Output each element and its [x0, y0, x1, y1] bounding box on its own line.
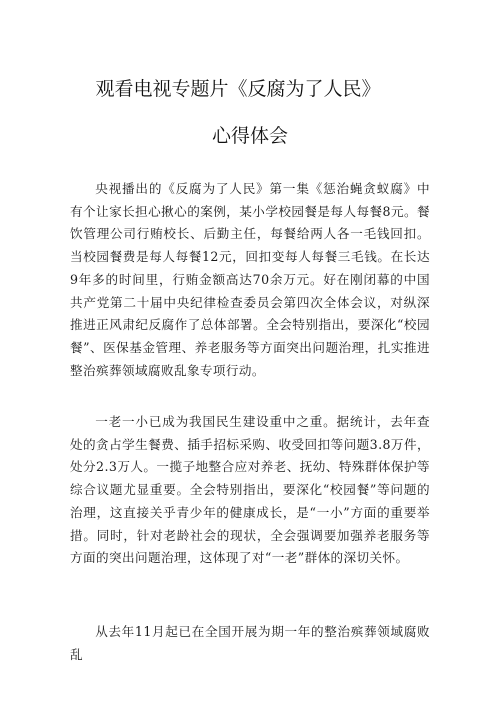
paragraph-3: 从去年11月起已在全国开展为期一年的整治殡葬领域腐败乱	[70, 624, 430, 662]
paragraph-1: 央视播出的《反腐为了人民》第一集《惩治蝇贪蚁腐》中有个让家长担心揪心的案例，某小学校园餐是每人每餐8元。餐饮管理公司行贿校长、后勤主任，每餐给两人各一毛钱回扣。当校园餐费是每人每餐12元，回扣变每人每餐三毛钱。在长达9年多的时间里，行贿金额高达70余万元。好在刚闭幕的中国共产党第二十届中央纪律检查委员会第四次全体会议，对纵深推进正风肃纪反腐作了总体部署。全会特别指出，要深化“校园餐”、医保基金管理、养老服务等方面突出问题治理，扎实推进整治殡葬领域腐败乱象专项行动。	[70, 181, 430, 378]
paragraph-2: 一老一小已成为我国民生建设重中之重。据统计，去年查处的贪占学生餐费、插手招标采购、收受回扣等问题3.8万件，处分2.3万人。一揽子地整合应对养老、抚幼、特殊群体保护等综合议题尤显重要。全会特别指出，要深化“校园餐”等问题的治理，这直接关乎青少年的健康成长，是“一小”方面的重要举措。同时，针对老龄社会的现状，全会强调要加强养老服务等方面的突出问题治理，这体现了对“一老”群体的深切关怀。	[70, 414, 430, 566]
document-title: 观看电视专题片《反腐为了人民》	[95, 78, 381, 100]
document-subtitle: 心得体会	[211, 125, 288, 147]
